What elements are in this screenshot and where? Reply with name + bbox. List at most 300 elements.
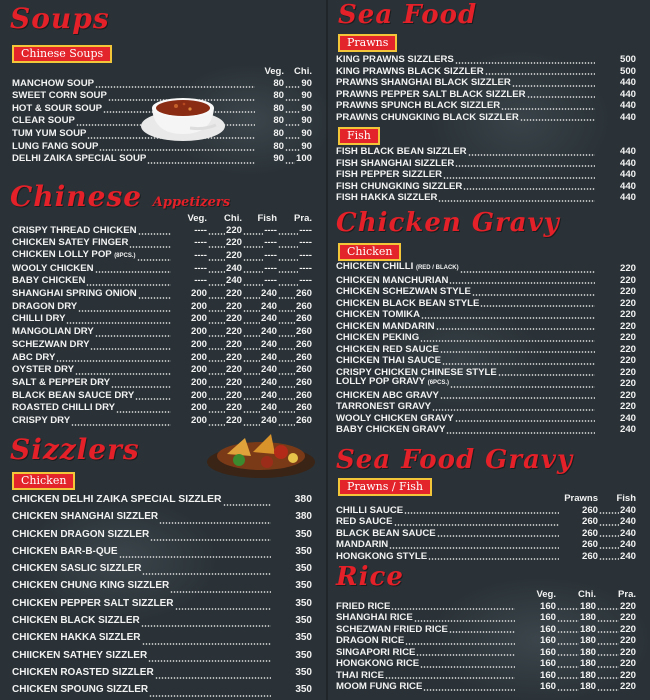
price-value: 500	[619, 65, 636, 77]
price-value: 350	[295, 684, 312, 696]
price-value: 90	[301, 140, 312, 152]
dot-leader	[278, 233, 298, 235]
item-price	[556, 658, 596, 670]
dot-leader	[285, 149, 300, 151]
spacer	[13, 74, 255, 76]
heading-sea-food: Sea Food	[338, 0, 478, 30]
dot-leader	[56, 360, 171, 362]
item-price	[172, 377, 207, 390]
dot-leader	[119, 556, 271, 558]
item-note: (RED / BLACK)	[415, 265, 459, 271]
dot-leader	[138, 297, 171, 299]
price-value: 260	[295, 402, 312, 414]
price-value: 80	[273, 77, 284, 89]
price-value: 240	[260, 326, 277, 338]
item-price	[560, 539, 598, 551]
item-name	[336, 192, 437, 204]
item-price	[172, 301, 207, 314]
price-value: 240	[260, 414, 277, 426]
dot-leader	[116, 411, 171, 413]
item-price	[596, 601, 636, 613]
item-name-text: MANGOLIAN DRY	[12, 326, 94, 338]
item-name-text: MOOM FUNG RICE	[336, 681, 423, 692]
item-name	[12, 275, 85, 288]
menu-item	[336, 89, 636, 101]
dot-leader	[243, 322, 260, 324]
dot-leader	[243, 386, 260, 388]
item-price	[172, 263, 207, 276]
item-price	[596, 424, 636, 436]
item-name-text: PRAWNS SPUNCH BLACK SIZZLER	[336, 100, 501, 111]
menu-item	[336, 169, 636, 181]
dot-leader	[285, 137, 300, 139]
dot-leader	[472, 294, 595, 296]
dot-leader	[86, 284, 171, 286]
price-value: 180	[579, 600, 596, 612]
item-price	[516, 681, 556, 693]
price-value: 200	[190, 402, 207, 414]
price-value: 180	[579, 658, 596, 669]
item-name	[12, 141, 98, 154]
item-price	[207, 301, 242, 314]
dot-leader	[468, 154, 595, 156]
item-price	[516, 670, 556, 682]
menu-item	[336, 298, 636, 310]
item-name-text: CHICKEN TOMIKA	[336, 309, 421, 320]
menu-item	[12, 352, 312, 365]
item-name-text: CHICKEN SCHEZWAN STYLE	[336, 286, 471, 297]
price-value: ----	[194, 224, 207, 236]
menu-item	[336, 192, 636, 204]
item-name-text: CHICKEN SHANGHAI SIZZLER	[12, 511, 159, 523]
heading-rice: Rice	[336, 562, 404, 592]
dot-leader	[501, 108, 595, 110]
item-name-text: CHICKEN BAR-B-QUE	[12, 545, 118, 557]
item-name	[336, 539, 388, 551]
dot-leader	[71, 424, 171, 426]
item-name-text: PRAWNS CHUNGKING BLACK SIZZLER	[336, 111, 519, 123]
dot-leader	[278, 348, 295, 350]
appetizers-list	[12, 212, 312, 428]
item-price	[277, 339, 312, 352]
item-name-text: LOLLY POP GRAVY (6PCS.)	[336, 376, 450, 387]
price-value: 220	[225, 326, 242, 338]
item-price	[596, 158, 636, 170]
menu-item	[12, 263, 312, 276]
item-name	[336, 146, 467, 158]
column-header: Pra.	[294, 212, 312, 224]
item-price	[272, 560, 312, 577]
item-price	[256, 115, 284, 128]
item-note: (8PCS.)	[114, 253, 136, 260]
item-name	[12, 90, 107, 103]
item-name-text: BABY CHICKEN	[12, 275, 86, 287]
item-price	[516, 612, 556, 624]
dot-leader	[278, 271, 298, 273]
item-price	[207, 225, 242, 238]
item-price	[277, 377, 312, 390]
column-header: Chi.	[224, 212, 242, 224]
price-value: 200	[190, 414, 207, 426]
item-name	[336, 261, 459, 275]
heading-chinese-appetizers	[10, 180, 230, 213]
heading-chinese: Chinese	[10, 180, 143, 213]
item-price	[172, 288, 207, 301]
price-value: 440	[619, 157, 636, 169]
menu-item	[336, 77, 636, 89]
price-value: ----	[264, 237, 277, 249]
menu-item	[336, 681, 636, 693]
dot-leader	[149, 695, 271, 697]
dot-leader	[420, 666, 515, 668]
menu-item	[336, 100, 636, 112]
item-price	[277, 364, 312, 377]
price-value: 240	[619, 527, 636, 539]
item-price	[277, 402, 312, 415]
dot-leader	[278, 284, 298, 286]
item-price	[596, 321, 636, 333]
price-value: ----	[264, 262, 277, 274]
item-name	[12, 352, 55, 365]
item-price	[272, 647, 312, 664]
price-value: 220	[619, 286, 636, 297]
dot-leader	[243, 271, 263, 273]
price-value: 80	[273, 140, 284, 152]
item-name	[336, 54, 454, 66]
item-price	[556, 612, 596, 624]
price-value: 200	[190, 389, 207, 401]
dot-leader	[170, 591, 271, 593]
item-price	[242, 301, 277, 314]
item-name-text: SINGAPORI RICE	[336, 646, 416, 658]
dot-leader	[208, 398, 225, 400]
price-value: 180	[579, 646, 596, 658]
dot-leader	[95, 271, 171, 273]
item-price	[284, 128, 312, 141]
price-value: 220	[225, 224, 242, 236]
item-price	[284, 115, 312, 128]
dot-leader	[385, 677, 515, 679]
item-name-text: FRIED RICE	[336, 600, 391, 612]
price-value: 90	[301, 90, 312, 102]
dot-leader	[208, 373, 225, 375]
column-header-row	[336, 589, 636, 601]
dot-leader	[455, 62, 595, 64]
menu-item	[12, 629, 312, 646]
item-price	[207, 390, 242, 403]
item-name	[336, 275, 448, 287]
dot-leader	[223, 504, 271, 506]
column-divider	[326, 0, 328, 700]
item-price	[596, 286, 636, 298]
dot-leader	[78, 310, 171, 312]
item-name-text: CHIICKEN SATHEY SIZZLER	[12, 649, 148, 661]
item-name-text: SALT & PEPPER DRY	[12, 376, 111, 388]
column-header: Fish	[616, 492, 636, 504]
dot-leader	[208, 360, 225, 362]
price-value: 220	[225, 389, 242, 401]
dot-leader	[391, 608, 515, 610]
price-value: 440	[619, 88, 636, 100]
price-value: 240	[260, 313, 277, 325]
price-value: 90	[301, 102, 312, 114]
item-name	[12, 115, 75, 128]
item-name	[336, 158, 454, 170]
item-name	[12, 78, 94, 91]
menu-item	[12, 543, 312, 560]
item-price	[272, 612, 312, 629]
item-price	[284, 78, 312, 91]
item-name	[336, 516, 393, 528]
item-name-text: CHICKEN ABC GRAVY	[336, 389, 439, 401]
price-value: 240	[260, 351, 277, 363]
dot-leader	[599, 535, 619, 537]
menu-item	[336, 309, 636, 321]
menu-item	[336, 275, 636, 287]
item-price	[556, 624, 596, 636]
column-header-row	[336, 493, 636, 505]
rice-list	[336, 589, 636, 693]
item-price	[598, 528, 636, 540]
item-price	[172, 313, 207, 326]
item-price	[172, 390, 207, 403]
item-name	[12, 364, 74, 377]
item-price	[207, 313, 242, 326]
dot-leader	[423, 689, 515, 691]
menu-item	[12, 275, 312, 288]
item-name-text: CHILLI DRY	[12, 313, 66, 325]
item-name	[336, 390, 439, 402]
column-header: Chi.	[294, 65, 312, 77]
price-value: 500	[619, 54, 636, 65]
price-value: 240	[260, 402, 277, 414]
dot-leader	[137, 259, 171, 261]
price-value: 220	[225, 250, 242, 262]
heading-sizzlers: Sizzlers	[10, 433, 140, 466]
item-name	[336, 309, 420, 321]
item-price	[242, 237, 277, 250]
price-value: 180	[579, 612, 596, 623]
item-price	[277, 237, 312, 250]
item-price	[596, 192, 636, 204]
dot-leader	[142, 573, 271, 575]
dot-leader	[243, 233, 263, 235]
dot-leader	[99, 149, 255, 151]
dot-leader	[278, 322, 295, 324]
item-price	[596, 169, 636, 181]
item-name	[12, 543, 118, 560]
dot-leader	[449, 282, 595, 284]
menu-item	[336, 635, 636, 647]
item-price	[596, 54, 636, 66]
menu-item	[12, 402, 312, 415]
item-name	[336, 169, 442, 181]
item-price	[272, 629, 312, 646]
price-value: 220	[619, 343, 636, 355]
item-price	[560, 528, 598, 540]
item-price	[596, 309, 636, 321]
item-price	[256, 90, 284, 103]
item-price	[242, 326, 277, 339]
item-name	[336, 658, 419, 670]
item-name	[336, 77, 511, 89]
item-name-text: CHICKEN DELHI ZAIKA SPECIAL SIZZLER	[12, 494, 222, 505]
item-name	[12, 577, 169, 594]
item-name-text: CHILLI SAUCE	[336, 504, 404, 516]
dot-leader	[243, 246, 263, 248]
item-price	[556, 647, 596, 659]
item-price	[207, 339, 242, 352]
dot-leader	[436, 328, 595, 330]
price-value: 80	[273, 90, 284, 102]
item-price	[596, 298, 636, 310]
spacer	[337, 501, 559, 503]
column-header: Prawns	[564, 492, 598, 504]
price-value: 260	[295, 376, 312, 388]
price-value: 200	[190, 313, 207, 325]
item-name	[12, 402, 115, 415]
price-value: 220	[619, 600, 636, 612]
price-value: 240	[225, 275, 242, 287]
item-name-text: CHICKEN HAKKA SIZZLER	[12, 632, 141, 644]
dot-leader	[278, 373, 295, 375]
price-value: 240	[260, 338, 277, 350]
item-price	[596, 344, 636, 356]
item-name-text: CHICKEN ROASTED SIZZLER	[12, 666, 154, 678]
price-value: 260	[581, 527, 598, 539]
price-value: 220	[225, 376, 242, 388]
item-price	[172, 225, 207, 238]
menu-item	[336, 390, 636, 402]
price-value: 240	[260, 288, 277, 300]
item-name-text: CHICKEN CHILLI (RED / BLACK)	[336, 261, 459, 272]
menu-item	[12, 664, 312, 681]
menu-item	[12, 390, 312, 403]
price-value: 200	[190, 338, 207, 350]
item-price	[242, 250, 277, 263]
item-price	[172, 275, 207, 288]
dot-leader	[285, 111, 300, 113]
price-value: 260	[581, 539, 598, 550]
dot-leader	[597, 620, 619, 622]
dot-leader	[520, 119, 595, 121]
price-value: 90	[301, 115, 312, 127]
dot-leader	[208, 297, 225, 299]
price-value: 220	[619, 263, 636, 274]
price-value: 240	[260, 300, 277, 312]
price-value: 220	[225, 351, 242, 363]
dot-leader	[243, 373, 260, 375]
dot-leader	[278, 335, 295, 337]
item-name-text: SCHEZWAN DRY	[12, 338, 90, 350]
item-price	[242, 288, 277, 301]
item-name	[336, 647, 415, 659]
item-price	[272, 508, 312, 525]
item-name-text: CHICKEN PEPPER SALT SIZZLER	[12, 597, 174, 609]
item-name-text: BABY CHICKEN GRAVY	[336, 424, 446, 435]
dot-leader	[599, 524, 619, 526]
item-price	[560, 516, 598, 528]
dot-leader	[455, 420, 595, 422]
menu-item	[336, 413, 636, 425]
item-name-text: CHICKEN DRAGON SIZZLER	[12, 528, 150, 540]
item-price	[277, 250, 312, 263]
item-price	[596, 378, 636, 390]
item-name	[12, 526, 149, 543]
price-value: 380	[294, 494, 312, 505]
badge-gravy-chicken: Chicken	[338, 243, 401, 261]
menu-item	[336, 658, 636, 670]
price-value: 220	[225, 237, 242, 249]
menu-item	[12, 377, 312, 390]
dot-leader	[599, 512, 619, 514]
dot-leader	[557, 631, 579, 633]
dot-leader	[440, 397, 595, 399]
price-value: 220	[619, 623, 636, 635]
dot-leader	[446, 432, 595, 434]
item-price	[284, 153, 312, 166]
item-name	[12, 681, 148, 698]
price-value: 260	[295, 313, 312, 325]
price-value: 200	[190, 288, 207, 300]
item-name	[12, 647, 147, 664]
item-name-text: KING PRAWNS SIZZLERS	[336, 54, 454, 65]
item-price	[272, 577, 312, 594]
price-value: 220	[619, 389, 636, 401]
dot-leader	[597, 608, 619, 610]
item-price	[284, 90, 312, 103]
price-value: 160	[539, 600, 556, 612]
item-name	[336, 321, 435, 333]
menu-item	[336, 263, 636, 275]
item-name	[336, 66, 484, 78]
prawns-list	[336, 54, 636, 123]
price-value: 200	[190, 326, 207, 338]
price-value: 220	[225, 402, 242, 414]
price-value: 160	[539, 612, 556, 623]
dot-leader	[208, 233, 225, 235]
dot-leader	[557, 643, 579, 645]
item-price	[516, 601, 556, 613]
price-value: 180	[579, 623, 596, 635]
dot-leader	[208, 246, 225, 248]
menu-item	[336, 505, 636, 517]
dot-leader	[498, 374, 595, 376]
price-value: 440	[619, 192, 636, 203]
item-price	[277, 225, 312, 238]
item-name-text: SHANGHAI RICE	[336, 612, 413, 623]
item-price	[284, 103, 312, 116]
price-value: 260	[295, 389, 312, 401]
dot-leader	[597, 689, 619, 691]
price-value: ----	[194, 237, 207, 249]
dot-leader	[442, 363, 595, 365]
column-header: Pra.	[618, 588, 636, 600]
dot-leader	[527, 96, 595, 98]
chicken-gravy-list	[336, 263, 636, 436]
price-value: 240	[619, 550, 636, 562]
price-value: ----	[299, 237, 312, 249]
dot-leader	[432, 409, 595, 411]
price-value: 240	[619, 412, 636, 424]
item-name	[12, 326, 94, 339]
item-price	[284, 141, 312, 154]
price-value: 350	[295, 649, 312, 661]
item-name	[12, 560, 141, 577]
dot-leader	[285, 162, 295, 164]
menu-item	[336, 624, 636, 636]
item-name-text: BLACK BEAN SAUCE DRY	[12, 389, 135, 401]
